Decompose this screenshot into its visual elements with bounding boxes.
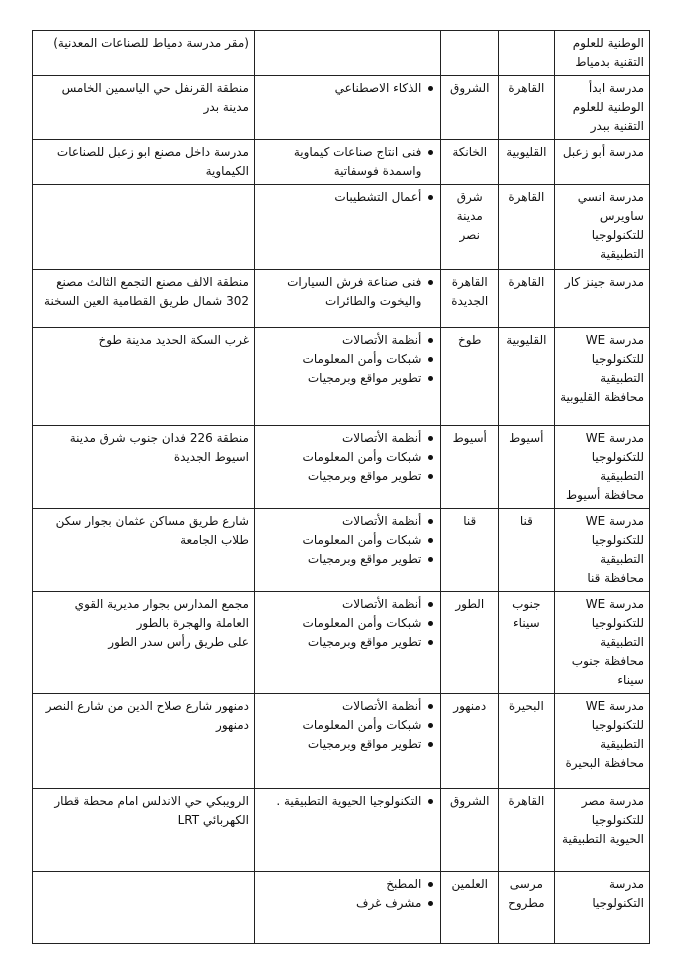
specializations-list [260,331,435,388]
specializations-cell [254,789,440,872]
specializations-cell [254,872,440,944]
specialization-item: أنظمة الأتصالات [260,512,435,531]
specialization-item: شبكات وأمن المعلومات [260,448,435,467]
school-name-cell: مدرسة مصر للتكنولوجيا الحيوية التطبيقية [554,789,649,872]
specializations-list [260,188,435,207]
specializations-cell [254,185,440,270]
specializations-list [260,792,435,811]
city-cell: قنا [441,509,499,592]
specialization-item: أنظمة الأتصالات [260,429,435,448]
specialization-item: التكنولوجيا الحيوية التطبيقية . [260,792,435,811]
city-cell: القاهرة الجديدة [441,270,499,328]
specializations-cell [254,76,440,140]
school-name-cell: مدرسة WE للتكنولوجيا التطبيقية محافظة البحيرة [554,694,649,789]
specializations-list [260,697,435,754]
governorate-cell: البحيرة [499,694,554,789]
location-cell [33,694,255,789]
school-name-cell: الوطنية للعلوم التقنية بدمياط [554,31,649,76]
governorate-cell: قنا [499,509,554,592]
specialization-item: تطوير مواقع وبرمجيات [260,550,435,569]
specialization-item: شبكات وأمن المعلومات [260,350,435,369]
governorate-cell: القاهرة [499,789,554,872]
school-name-cell: مدرسة WE للتكنولوجيا التطبيقية محافظة قنا [554,509,649,592]
city-cell: طوخ [441,328,499,426]
location-cell [33,426,255,509]
governorate-cell: القليوبية [499,140,554,185]
specializations-cell [254,31,440,76]
governorate-cell: القليوبية [499,328,554,426]
specialization-item: الذكاء الاصطناعي [260,79,435,98]
location-text: (مقر مدرسة دمياط للصناعات المعدنية) [53,36,249,50]
city-cell: شرق مدينة نصر [441,185,499,270]
specialization-item: تطوير مواقع وبرمجيات [260,735,435,754]
city-cell [441,31,499,76]
school-name-cell: مدرسة WE للتكنولوجيا التطبيقية محافظة أسيوط [554,426,649,509]
specializations-list [260,143,435,181]
specialization-item: شبكات وأمن المعلومات [260,614,435,633]
specializations-cell [254,509,440,592]
specialization-item: أنظمة الأتصالات [260,331,435,350]
city-cell: الخانكة [441,140,499,185]
location-text: منطقة الالف مصنع التجمع الثالث مصنع 302 شمال طريق القطامية العين السخنة [44,275,249,308]
city-cell: دمنهور [441,694,499,789]
specialization-item: مشرف غرف [260,894,435,913]
location-text: مجمع المدارس بجوار مديرية القوي العاملة والهجرة بالطور على طريق رأس سدر الطور [74,597,249,649]
city-cell: الطور [441,592,499,694]
schools-table-body [33,31,650,944]
specializations-cell [254,592,440,694]
specialization-item: تطوير مواقع وبرمجيات [260,369,435,388]
location-cell [33,140,255,185]
specializations-list [260,273,435,311]
table-row [33,328,650,426]
table-row [33,592,650,694]
school-name-cell: مدرسة التكنولوجيا [554,872,649,944]
specialization-item: أعمال التشطيبات [260,188,435,207]
location-text: مدرسة داخل مصنع ابو زعبل للصناعات الكيماوية [56,145,249,178]
city-cell: أسيوط [441,426,499,509]
city-cell: العلمين [441,872,499,944]
city-cell: الشروق [441,789,499,872]
location-cell [33,509,255,592]
specializations-list [260,512,435,569]
specializations-cell [254,694,440,789]
specialization-item: شبكات وأمن المعلومات [260,716,435,735]
location-cell [33,328,255,426]
school-name-cell: مدرسة WE للتكنولوجيا التطبيقية محافظة جنوب سيناء [554,592,649,694]
governorate-cell: جنوب سيناء [499,592,554,694]
table-row [33,509,650,592]
specialization-item: أنظمة الأتصالات [260,697,435,716]
location-text: الرويبكي حي الاندلس امام محطة قطار الكهربائي LRT [54,794,249,827]
city-cell: الشروق [441,76,499,140]
specialization-item: فنى انتاج صناعات كيماوية واسمدة فوسفاتية [260,143,435,181]
specializations-list [260,79,435,98]
table-row [33,270,650,328]
location-cell [33,592,255,694]
school-name-cell: مدرسة جينز كار [554,270,649,328]
school-name-cell: مدرسة ابدأ الوطنية للعلوم التقنية ببدر [554,76,649,140]
location-text: غرب السكة الحديد مدينة طوخ [98,333,249,347]
governorate-cell: أسيوط [499,426,554,509]
location-text: منطقة 226 فدان جنوب شرق مدينة اسيوط الجديدة [69,431,249,464]
governorate-cell: مرسى مطروح [499,872,554,944]
specializations-cell [254,270,440,328]
location-cell [33,185,255,270]
specialization-item: تطوير مواقع وبرمجيات [260,633,435,652]
table-row [33,694,650,789]
specializations-list [260,595,435,652]
location-cell [33,270,255,328]
table-row [33,76,650,140]
location-cell [33,789,255,872]
schools-table [32,30,650,944]
governorate-cell: القاهرة [499,76,554,140]
location-text: دمنهور شارع صلاح الدين من شارع النصر دمنهور [45,699,249,732]
governorate-cell: القاهرة [499,185,554,270]
specializations-cell [254,140,440,185]
table-row [33,185,650,270]
table-row [33,31,650,76]
school-name-cell: مدرسة انسي ساويرس للتكنولوجيا التطبيقية [554,185,649,270]
location-text: شارع طريق مساكن عثمان بجوار سكن طلاب الجامعة [55,514,249,547]
school-name-cell: مدرسة أبو زعبل [554,140,649,185]
specialization-item: أنظمة الأتصالات [260,595,435,614]
table-row [33,140,650,185]
specializations-cell [254,426,440,509]
specialization-item: شبكات وأمن المعلومات [260,531,435,550]
specializations-list [260,429,435,486]
location-text: منطقة القرنفل حي الياسمين الخامس مدينة بدر [61,81,249,114]
location-cell [33,872,255,944]
governorate-cell [499,31,554,76]
specializations-cell [254,328,440,426]
specialization-item: المطبخ [260,875,435,894]
specialization-item: تطوير مواقع وبرمجيات [260,467,435,486]
table-row [33,872,650,944]
governorate-cell: القاهرة [499,270,554,328]
table-row [33,789,650,872]
specializations-list [260,875,435,913]
school-name-cell: مدرسة WE للتكنولوجيا التطبيقية محافظة القليوبية [554,328,649,426]
location-cell [33,76,255,140]
table-row [33,426,650,509]
specialization-item: فنى صناعة فرش السيارات واليخوت والطائرات [260,273,435,311]
location-cell [33,31,255,76]
